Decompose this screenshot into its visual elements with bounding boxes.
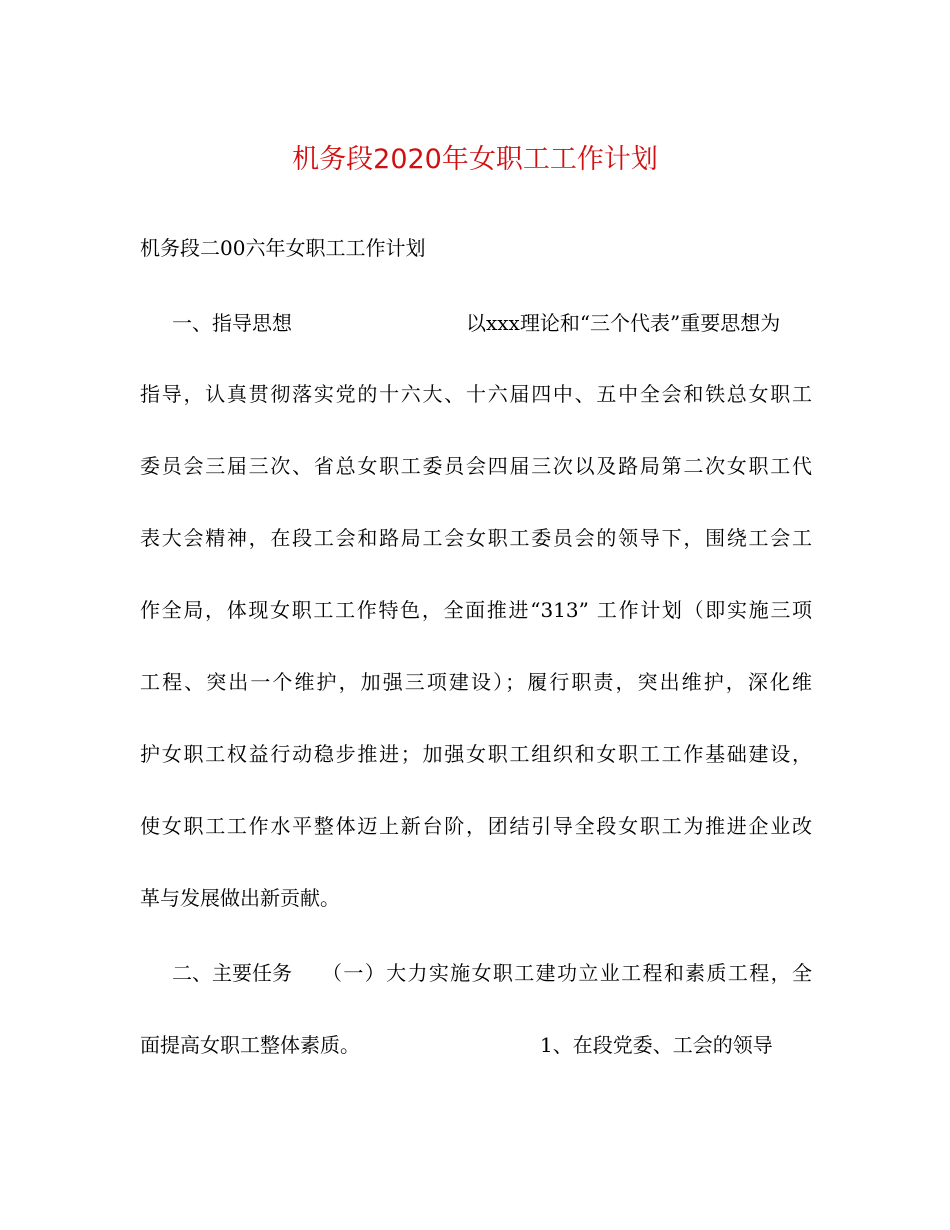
section1-lead-text: 以xxx理论和“三个代表”重要思想为	[466, 311, 781, 335]
section2-heading: 二、主要任务	[172, 961, 292, 985]
document-subtitle: 机务段二00六年女职工工作计划	[140, 236, 426, 260]
body-line: 委员会三届三次、省总女职工委员会四届三次以及路局第二次女职工代	[140, 454, 812, 478]
document-title: 机务段2020年女职工工作计划	[292, 144, 658, 175]
body-line: 使女职工工作水平整体迈上新台阶，团结引导全段女职工为推进企业改	[140, 814, 812, 838]
section2-line2-right: 1、在段党委、工会的领导	[540, 1033, 773, 1057]
body-line: 作全局，体现女职工工作特色，全面推进“313” 工作计划（即实施三项	[140, 598, 812, 622]
body-line: 指导，认真贯彻落实党的十六大、十六届四中、五中全会和铁总女职工	[140, 382, 812, 406]
body-line: 护女职工权益行动稳步推进；加强女职工组织和女职工工作基础建设，	[140, 742, 812, 766]
body-last-line: 革与发展做出新贡献。	[140, 886, 340, 910]
body-line: 表大会精神，在段工会和路局工会女职工委员会的领导下，围绕工会工	[140, 526, 812, 550]
section2-line2-left: 面提高女职工整体素质。	[140, 1033, 360, 1057]
body-line: 工程、突出一个维护，加强三项建设）；履行职责，突出维护，深化维	[140, 670, 812, 694]
section1-heading: 一、指导思想	[172, 311, 292, 335]
section2-lead-text: （一）大力实施女职工建功立业工程和素质工程，全	[322, 961, 812, 985]
